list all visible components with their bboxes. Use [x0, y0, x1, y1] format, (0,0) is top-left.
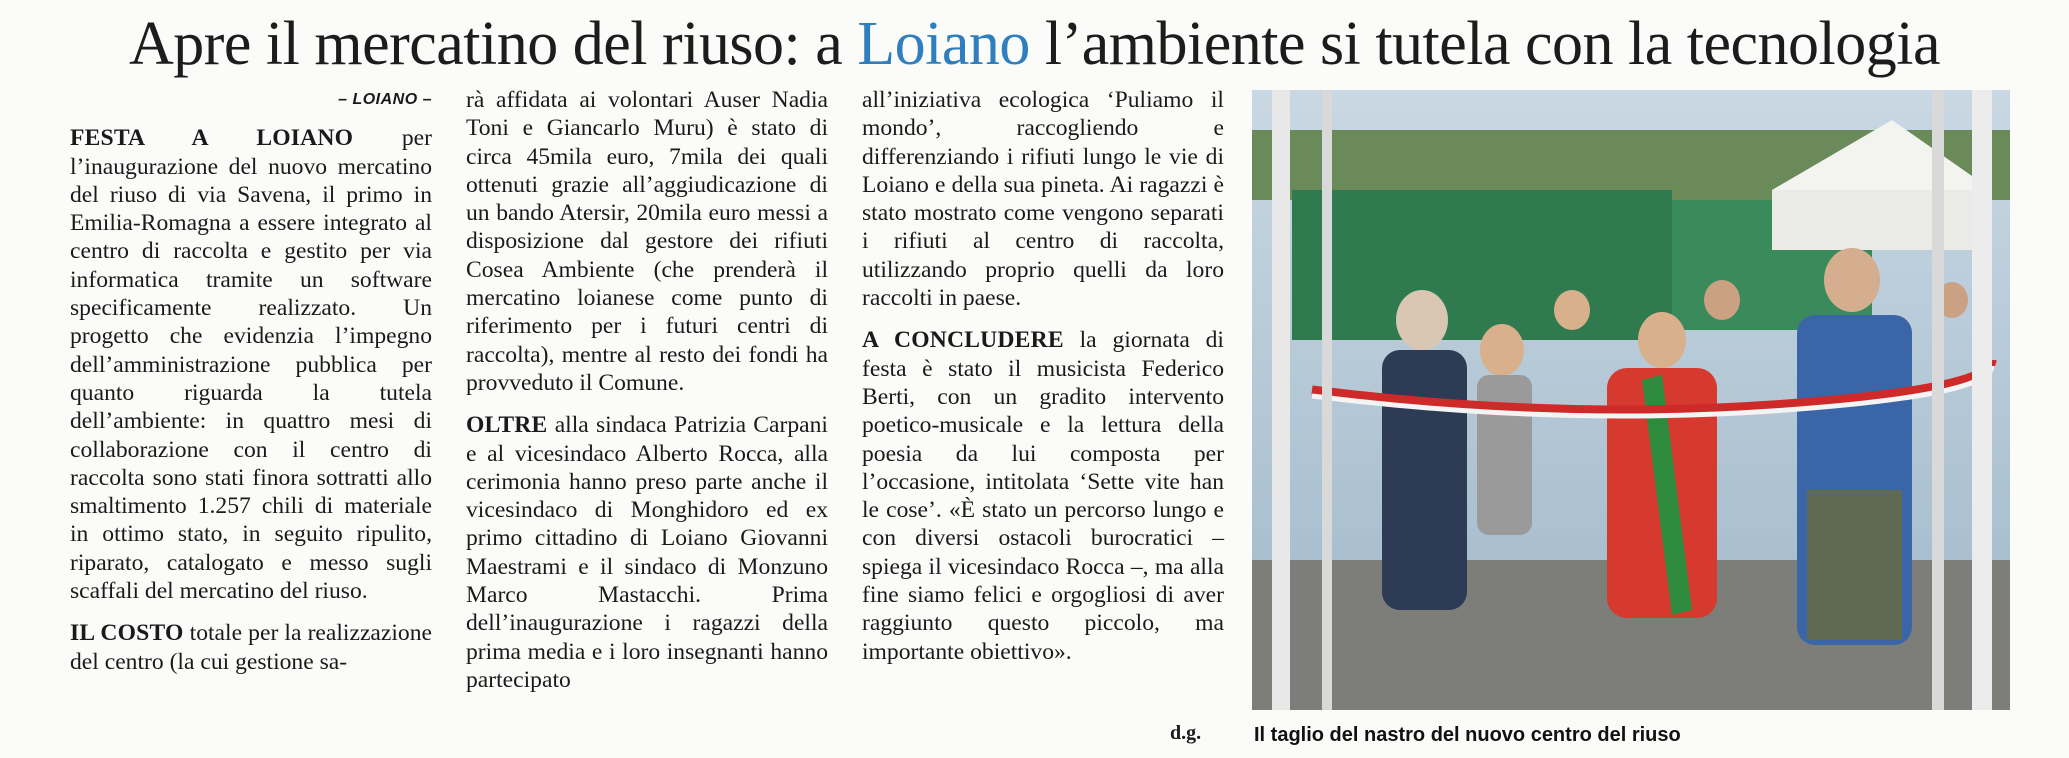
column-3 [862, 86, 1224, 680]
ribbon-cutting-photo [1252, 90, 2010, 710]
headline-part-1: Apre il mercatino del riuso: a [128, 10, 858, 78]
lead-festa: FESTA A LOIANO [70, 125, 354, 152]
text-oltre: alla sindaca Patrizia Carpani e al vicesindaco Alberto Rocca, alla cerimonia hanno preso parte anche il vicesindaco di Monghidoro ed ex primo cittadino di Loiano Giovanni Maestrami e il sindaco di Monzuno Marco Mastacchi. Prima dell’inaugurazione i ragazzi della prima media e i loro insegnanti hanno partecipato [466, 412, 828, 693]
author-signature: d.g. [1170, 722, 1202, 744]
paragraph-festa [70, 124, 432, 605]
lead-oltre: OLTRE [466, 412, 548, 439]
lead-costo: IL COSTO [70, 620, 184, 647]
paragraph-oltre [466, 411, 828, 694]
paragraph-concludere [862, 326, 1224, 666]
text-festa: per l’inaugurazione del nuovo mercatino del riuso di via Savena, il primo in Emilia-Romagna a essere integrato al centro di raccolta e gestito per via informatica tramite un software specificamente realizzato. Un progetto che evidenzia l’impegno dell’amministrazione pubblica per quanto riguarda la tutela dell’ambiente: in quattro mesi di collaborazione con il centro di raccolta sono stati finora sottratti allo smaltimento 1.257 chili di materiale in ottimo stato, in seguito ripulito, riparato, catalogato e messo sugli scaffali del mercatino del riuso. [70, 125, 432, 605]
column-1 [70, 86, 432, 690]
dateline: – LOIANO – [338, 91, 432, 108]
text-oltre-cont: all’iniziativa ecologica ‘Puliamo il mondo’, raccogliendo e differenziando i rifiuti lungo le vie di Loiano e della sua pineta. Ai ragazzi è stato mostrato come vengono separati i rifiuti al centro di raccolta, utilizzando proprio quelli da loro raccolti in paese. [862, 87, 1224, 312]
headline [0, 8, 2069, 80]
photo-caption: Il taglio del nastro del nuovo centro del riuso [1254, 724, 1681, 746]
photo-illustration [1252, 90, 2010, 710]
lead-concludere: A CONCLUDERE [862, 327, 1064, 354]
paragraph-oltre-cont [862, 86, 1224, 312]
text-costo: totale per la realizzazione del centro (la cui gestione sa- [70, 620, 432, 675]
paragraph-costo-cont [466, 86, 828, 397]
text-concludere: la giornata di festa è stato il musicista Federico Berti, con un gradito intervento poetico-musicale e la lettura della poesia da lui composta per l’occasione, intitolata ‘Sette vite han le cose’. «È stato un percorso lungo e con diversi ostacoli burocratici – spiega il vicesindaco Rocca –, ma alla fine siamo felici e orgogliosi di aver raggiunto questo piccolo, ma importante obiettivo». [862, 327, 1224, 665]
paragraph-costo [70, 619, 432, 676]
headline-place: Loiano [857, 10, 1030, 78]
text-costo-cont: rà affidata ai volontari Auser Nadia Toni e Giancarlo Muru) è stato di circa 45mila euro, 7mila dei quali ottenuti grazie all’aggiudicazione di un bando Atersir, 20mila euro messi a disposizione dal gestore dei rifiuti Cosea Ambiente (che prenderà il mercatino loianese come punto di riferimento per i futuri centri di raccolta), mentre al resto dei fondi ha provveduto il Comune. [466, 87, 828, 396]
headline-part-2: l’ambiente si tutela con la tecnologia [1029, 10, 1941, 78]
column-2 [466, 86, 828, 708]
